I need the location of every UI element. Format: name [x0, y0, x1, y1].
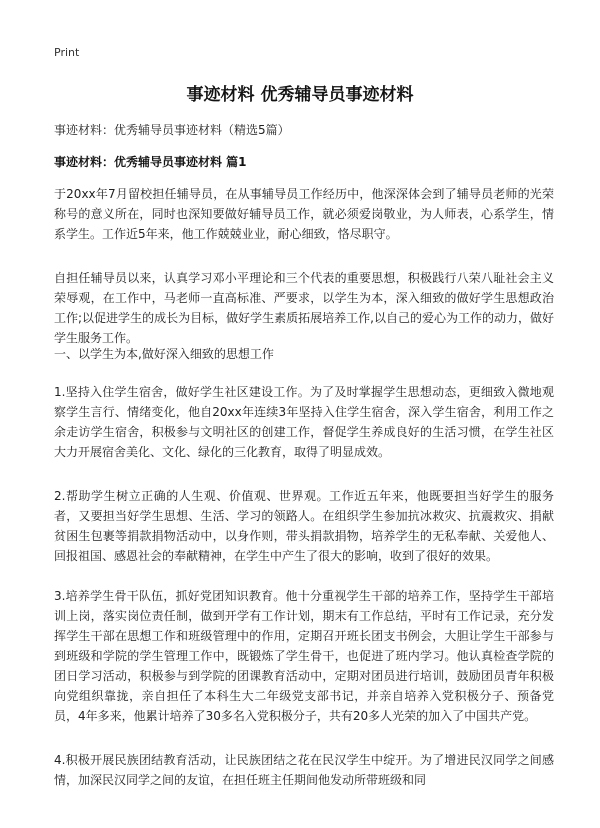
print-link[interactable]: Print: [54, 46, 80, 59]
paragraph-heading: 一、以学生为本,做好深入细致的思想工作: [54, 347, 274, 361]
document-title: 事迹材料 优秀辅导员事迹材料: [186, 85, 414, 105]
paragraph: 1.坚持入住学生宿舍，做好学生社区建设工作。为了及时掌握学生思想动态，更细致入微地观察学生言行、情绪变化，他自20xx年连续3年坚持入住学生宿舍，深入学生宿舍，利用工作之余走访学生宿舍，积极参与文明社区的创建工作，督促学生养成良好的生活习惯，在学生社区大力开展宿舍美化、文化、绿化的三化教育，取得了明显成效。: [54, 385, 554, 459]
paragraph: 3.培养学生骨干队伍，抓好党团知识教育。他十分重视学生干部的培养工作，坚持学生干部培训上岗，落实岗位责任制，做到开学有工作计划，期末有工作总结，平时有工作记录，充分发挥学生干部在思想工作和班级管理中的作用，定期召开班长团支书例会，大胆让学生干部参与到班级和学院的学生管理工作中，既锻炼了学生骨干，也促进了班内学习。他认真检查学院的团日学习活动，积极参与到学院的团课教育活动中，定期对团员进行培训，鼓励团员青年积极向党组织靠拢，亲自担任了本科生大二年级党支部书记，并亲自培养入党积极分子、预备党员，4年多来，他累计培养了30多名入党积极分子，共有20多人光荣的加入了中国共产党。: [54, 589, 554, 723]
document-subtitle: 事迹材料：优秀辅导员事迹材料（精选5篇）: [54, 123, 290, 137]
section-heading: 事迹材料：优秀辅导员事迹材料 篇1: [54, 155, 247, 169]
paragraph: 4.积极开展民族团结教育活动，让民族团结之花在民汉学生中绽开。为了增进民汉同学之间感情，加深民汉同学之间的友谊，在担任班主任期间他发动所带班级和同: [54, 753, 554, 787]
paragraph: 2.帮助学生树立正确的人生观、价值观、世界观。工作近五年来，他既要担当好学生的服务者，又要担当好学生思想、生活、学习的领路人。在组织学生参加抗冰救灾、抗震救灾、捐献贫困生包裹等捐款捐物活动中，以身作则，带头捐款捐物，培养学生的无私奉献、关爱他人、回报祖国、感恩社会的奉献精神，在学生中产生了很大的影响，收到了很好的效果。: [54, 489, 554, 563]
paragraph: 自担任辅导员以来，认真学习邓小平理论和三个代表的重要思想，积极践行八荣八耻社会主义荣辱观，在工作中，马老师一直高标准、严要求，以学生为本，深入细致的做好学生思想政治工作;以促进学生的成长为目标，做好学生素质拓展培养工作,以自己的爱心为工作的动力，做好学生服务工作。: [54, 271, 554, 345]
paragraph: 于20xx年7月留校担任辅导员，在从事辅导员工作经历中，他深深体会到了辅导员老师的光荣称号的意义所在，同时也深知要做好辅导员工作，就必须爱岗敬业，为人师表，心系学生，情系学生。工作近5年来，他工作兢兢业业，耐心细致，恪尽职守。: [54, 187, 554, 241]
